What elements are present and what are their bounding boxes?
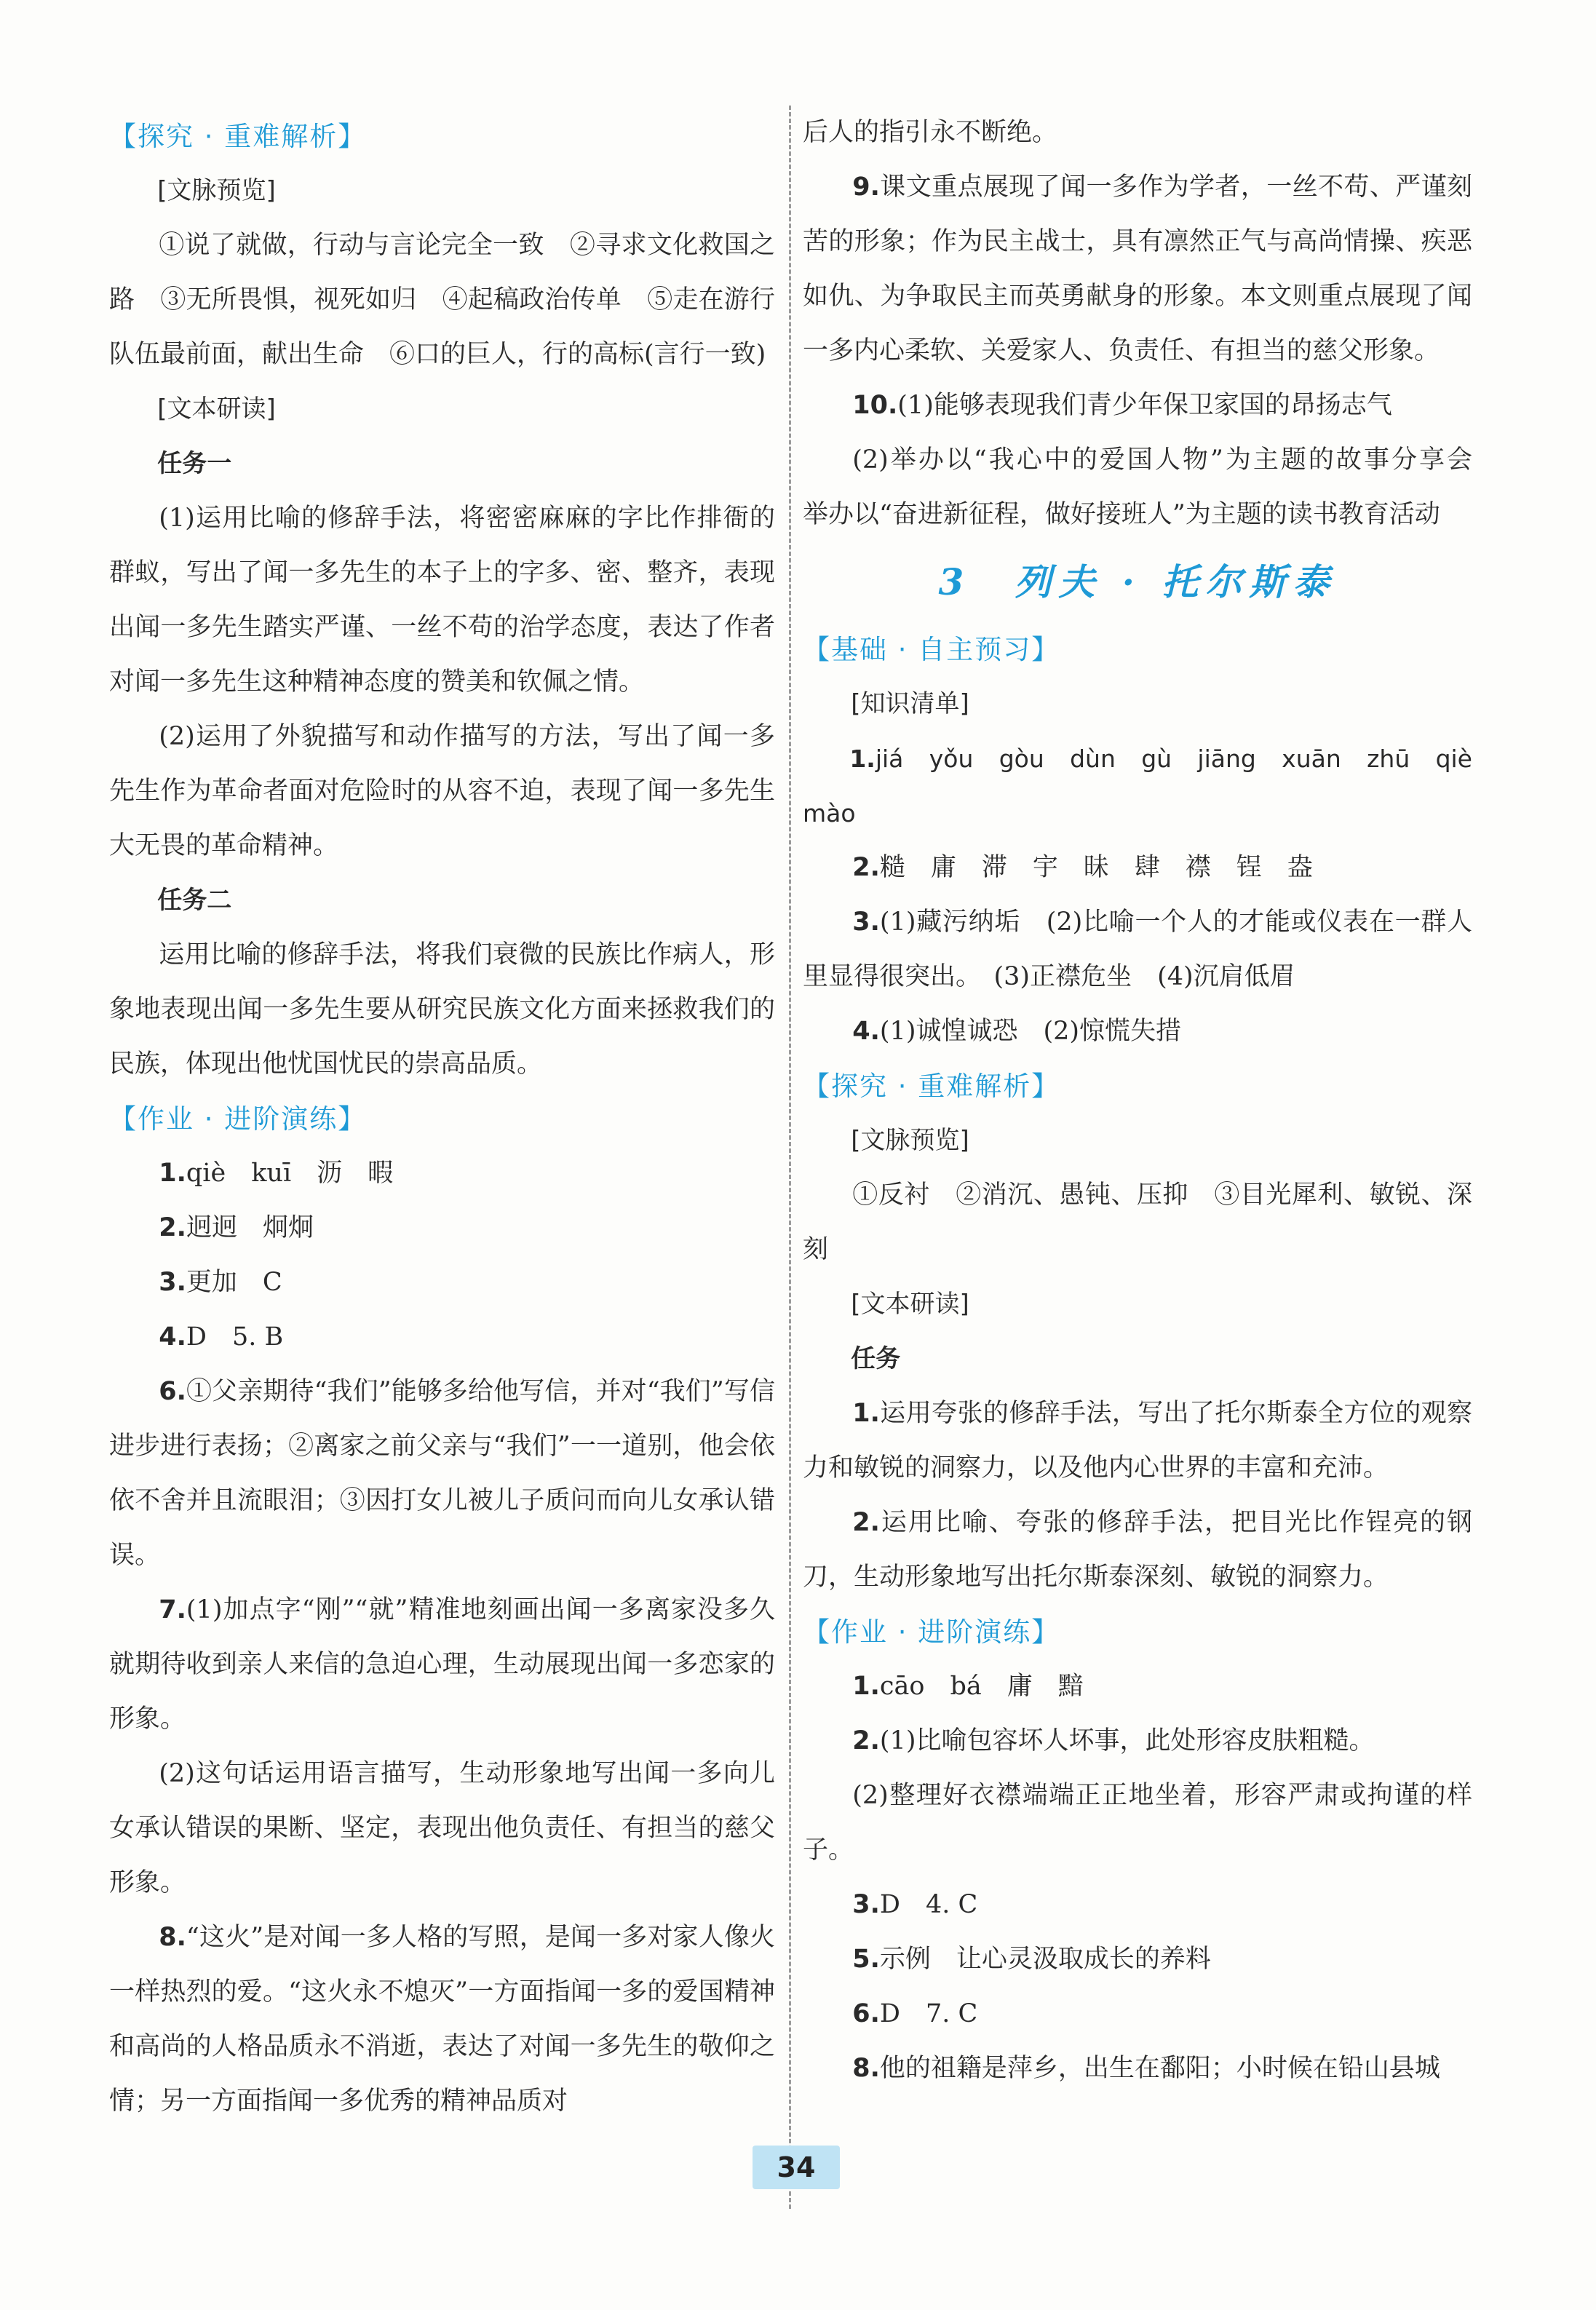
item-text: 【作业 · 进阶演练】 xyxy=(109,1103,367,1135)
item-text: 他的祖籍是萍乡，出生在鄱阳；小时候在铅山县城 xyxy=(879,2054,1440,2083)
text-paragraph xyxy=(109,1365,775,1583)
subsection-label xyxy=(803,677,1472,731)
item-number: 2. xyxy=(852,853,880,882)
text-paragraph xyxy=(803,1168,1472,1277)
item-text: (2)举办以“我心中的爱国人物”为主题的故事分享会 举办以“奋进新征程，做好接班人”为主题的读书教育活动 xyxy=(803,445,1498,529)
item-text: (1)能够表现我们青少年保卫家国的昂扬志气 xyxy=(897,391,1392,420)
text-paragraph xyxy=(803,106,1472,160)
text-paragraph xyxy=(109,1747,775,1910)
item-text: “这火”是对闻一多人格的写照，是闻一多对家人像火一样热烈的爱。“这火永不熄灭”一方面指闻一多的爱国精神和高尚的人格品质永不消逝，表达了对闻一多先生的敬仰之情；另一方面指闻一多优秀的精神品质对 xyxy=(109,1923,775,2116)
item-text: 迥迥 炯炯 xyxy=(186,1213,314,1242)
section-header xyxy=(803,1059,1472,1114)
item-text: ①父亲期待“我们”能够多给他写信，并对“我们”写信进步进行表扬；②离家之前父亲与“我们”一一道别，他会依依不舍并且流眼泪；③因打女儿被儿子质问而向儿女承认错误。 xyxy=(109,1377,775,1570)
text-paragraph xyxy=(109,928,775,1092)
item-number: 9. xyxy=(852,172,880,202)
item-text: 运用比喻的修辞手法，将我们衰微的民族比作病人，形象地表现出闻一多先生要从研究民族文化方面来拯救我们的民族，体现出他忧国忧民的崇高品质。 xyxy=(109,940,775,1079)
item-number: 6. xyxy=(852,1999,880,2028)
text-paragraph xyxy=(803,1659,1472,1714)
task-label xyxy=(109,437,775,491)
text-paragraph xyxy=(109,1146,775,1201)
text-paragraph xyxy=(109,1310,775,1365)
item-text: 课文重点展现了闻一多作为学者，一丝不苟、严谨刻苦的形象；作为民主战士，具有凛然正气与高尚情操、疾恶如仇、为争取民主而英勇献身的形象。本文则重点展现了闻一多内心柔软、关爱家人、负责任、有担当的慈父形象。 xyxy=(803,172,1472,365)
item-text: 【探究 · 重难解析】 xyxy=(803,1071,1060,1102)
text-paragraph xyxy=(109,491,775,710)
right-column xyxy=(803,106,1498,2096)
text-paragraph xyxy=(109,1255,775,1310)
item-text: 任务一 xyxy=(157,449,232,478)
text-paragraph xyxy=(803,1386,1472,1496)
item-number: 2. xyxy=(852,1726,880,1755)
item-text: ①反衬 ②消沉、愚钝、压抑 ③目光犀利、敏锐、深刻 xyxy=(803,1180,1472,1264)
text-paragraph xyxy=(803,1004,1472,1059)
item-text: (1)运用比喻的修辞手法，将密密麻麻的字比作排衙的群蚁，写出了闻一多先生的本子上的字多、密、整齐，表现出闻一多先生踏实严谨、一丝不苟的治学态度，表达了作者对闻一多先生这种精神态度的赞美和钦佩之情。 xyxy=(109,504,775,696)
item-text: 3 列夫 · 托尔斯泰 xyxy=(938,560,1337,603)
item-text: ①说了就做，行动与言论完全一致 ②寻求文化救国之路 ③无所畏惧，视死如归 ④起稿政治传单 ⑤走在游行队伍最前面，献出生命 ⑥口的巨人，行的高标(言行一致) xyxy=(109,231,775,369)
item-number: 3. xyxy=(852,1890,880,1919)
item-text: [文脉预览] xyxy=(851,1126,969,1155)
item-text: (1)藏污纳垢 (2)比喻一个人的才能或仪表在一群人里显得很突出。 (3)正襟危坐 (4)沉肩低眉 xyxy=(803,908,1472,991)
item-text: qiè kuī 沥 暇 xyxy=(186,1159,394,1188)
item-number: 8. xyxy=(852,2054,880,2083)
section-header xyxy=(109,109,775,164)
item-text: (2)这句话运用语言描写，生动形象地写出闻一多向儿女承认错误的果断、坚定，表现出他负责任、有担当的慈父形象。 xyxy=(109,1759,775,1897)
item-number: 2. xyxy=(852,1508,880,1537)
text-paragraph xyxy=(109,710,775,873)
item-text: (2)整理好衣襟端端正正地坐着，形容严肃或拘谨的样子。 xyxy=(803,1781,1472,1865)
section-header xyxy=(803,1605,1472,1659)
item-number: 5. xyxy=(852,1945,880,1974)
item-text: 运用比喻、夸张的修辞手法，把目光比作锃亮的钢刀，生动形象地写出托尔斯泰深刻、敏锐的洞察力。 xyxy=(803,1508,1472,1592)
item-number: 3. xyxy=(159,1268,186,1297)
item-text: (1)比喻包容坏人坏事，此处形容皮肤粗糙。 xyxy=(879,1726,1375,1755)
item-number: 4. xyxy=(159,1322,186,1352)
item-number: 3. xyxy=(852,908,880,937)
item-number: 1. xyxy=(852,1399,880,1428)
section-header xyxy=(803,622,1472,677)
item-text: 后人的指引永不断绝。 xyxy=(803,118,1058,147)
item-text: 运用夸张的修辞手法，写出了托尔斯泰全方位的观察力和敏锐的洞察力，以及他内心世界的丰富和充沛。 xyxy=(803,1399,1472,1483)
item-text: [知识清单] xyxy=(851,689,969,718)
item-number: 1. xyxy=(159,1159,186,1188)
item-number: 10. xyxy=(852,391,898,420)
item-number: 8. xyxy=(159,1923,186,1952)
text-paragraph xyxy=(803,731,1496,841)
subsection-label xyxy=(109,382,775,437)
item-text: [文脉预览] xyxy=(157,176,276,205)
lesson-title xyxy=(803,542,1472,622)
item-text: 任务 xyxy=(851,1344,901,1373)
item-number: 2. xyxy=(159,1213,186,1242)
item-text: 【作业 · 进阶演练】 xyxy=(803,1616,1060,1648)
text-paragraph xyxy=(803,433,1498,542)
column-divider xyxy=(789,106,791,2209)
item-text: cāo bá 庸 黯 xyxy=(879,1672,1084,1701)
item-number: 1. xyxy=(849,745,876,773)
item-text: jiá yǒu gòu dùn gù jiāng xuān zhū qiè mào xyxy=(803,745,1496,827)
item-number: 4. xyxy=(852,1017,880,1046)
text-paragraph xyxy=(109,1583,775,1747)
item-text: 【探究 · 重难解析】 xyxy=(109,121,367,152)
text-paragraph xyxy=(109,218,775,382)
text-paragraph xyxy=(803,1878,1472,1932)
section-header xyxy=(109,1092,775,1146)
item-text: D 4. C xyxy=(879,1890,978,1919)
task-label xyxy=(803,1332,1472,1386)
item-text: (2)运用了外貌描写和动作描写的方法，写出了闻一多先生作为革命者面对危险时的从容不迫，表现了闻一多先生大无畏的革命精神。 xyxy=(109,722,775,860)
text-paragraph xyxy=(803,841,1472,895)
item-text: 任务二 xyxy=(157,886,232,915)
item-text: [文本研读] xyxy=(851,1290,969,1319)
text-paragraph xyxy=(803,1769,1472,1878)
item-text: D 5. B xyxy=(186,1322,284,1352)
task-label xyxy=(109,873,775,928)
text-paragraph xyxy=(803,1987,1472,2041)
item-text: 更加 C xyxy=(186,1268,282,1297)
left-column xyxy=(109,109,775,2129)
text-paragraph xyxy=(803,378,1472,433)
text-paragraph xyxy=(803,895,1472,1004)
item-text: 示例 让心灵汲取成长的养料 xyxy=(879,1945,1211,1974)
item-text: 【基础 · 自主预习】 xyxy=(803,634,1060,665)
item-text: D 7. C xyxy=(879,1999,978,2028)
subsection-label xyxy=(109,164,775,218)
item-text: (1)加点字“刚”“就”精准地刻画出闻一多离家没多久就期待收到亲人来信的急迫心理，生动展现出闻一多恋家的形象。 xyxy=(109,1595,775,1734)
item-number: 6. xyxy=(159,1377,186,1406)
text-paragraph xyxy=(803,1932,1472,1987)
item-text: (1)诚惶诚恐 (2)惊慌失措 xyxy=(879,1017,1182,1046)
text-paragraph xyxy=(803,160,1472,378)
page-number: 34 xyxy=(753,2146,840,2189)
text-paragraph xyxy=(109,1910,775,2129)
item-number: 1. xyxy=(852,1672,880,1701)
text-paragraph xyxy=(803,2041,1472,2096)
item-text: [文本研读] xyxy=(157,394,276,424)
subsection-label xyxy=(803,1277,1472,1332)
text-paragraph xyxy=(803,1496,1472,1605)
item-text: 糙 庸 滞 宇 昧 肆 襟 锃 盎 xyxy=(879,853,1313,882)
item-number: 7. xyxy=(159,1595,186,1624)
subsection-label xyxy=(803,1114,1472,1168)
text-paragraph xyxy=(803,1714,1472,1769)
text-paragraph xyxy=(109,1201,775,1255)
